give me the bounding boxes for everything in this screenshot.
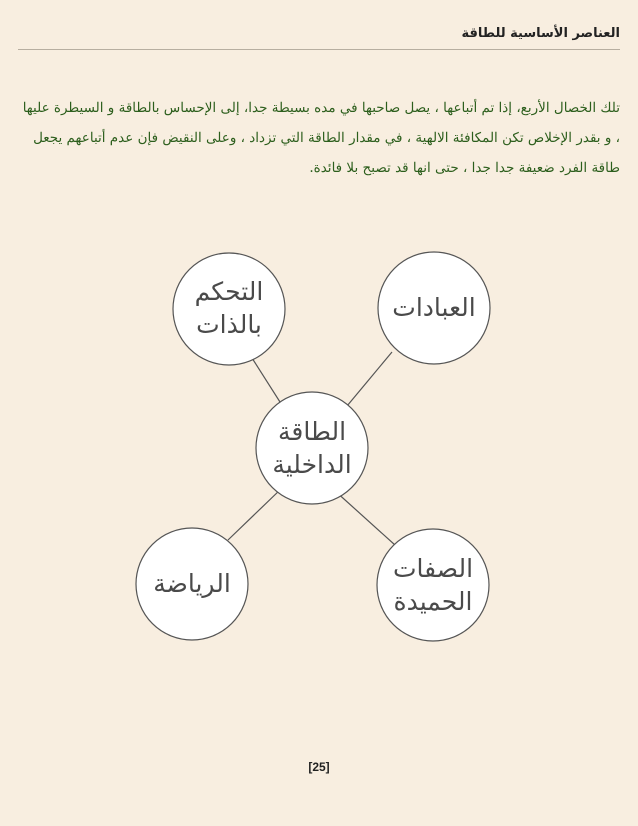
connector-bottom-right: [334, 490, 395, 545]
node-top-right: [378, 252, 490, 364]
node-label: الطاقة: [277, 417, 347, 446]
node-bottom-right: [377, 529, 489, 641]
body-line: ، و بقدر الإخلاص تكن المكافئة الالهية ، في مقدار الطاقة التي تزداد ، وعلى النقيض فإن عدم أتباعهم يجعل: [33, 130, 620, 146]
header-title: العناصر الأساسية للطاقة: [461, 26, 620, 41]
body-line: طاقة الفرد ضعيفة جدا جدا ، حتى انها قد تصبح بلا فائدة.: [309, 160, 620, 176]
node-label: الداخلية: [272, 450, 352, 479]
connector-bottom-left: [228, 488, 282, 540]
body-line: تلك الخصال الأربع، إذا تم أتباعها ، يصل صاحبها في مده بسيطة جدا، إلى الإحساس بالطاقة و السيطرة عليها: [22, 100, 620, 116]
node-label: التحكم: [194, 277, 264, 306]
node-bottom-left: [136, 528, 248, 640]
node-center: [256, 392, 368, 504]
node-label: الرياضة: [153, 569, 231, 598]
page-number: [25]: [308, 760, 330, 774]
node-label: بالذات: [196, 310, 262, 339]
node-label: العبادات: [392, 293, 476, 322]
node-top-left: [173, 253, 285, 365]
node-label: الصفات: [392, 554, 474, 583]
connector-top-right: [342, 352, 392, 412]
node-label: الحميدة: [393, 587, 473, 616]
